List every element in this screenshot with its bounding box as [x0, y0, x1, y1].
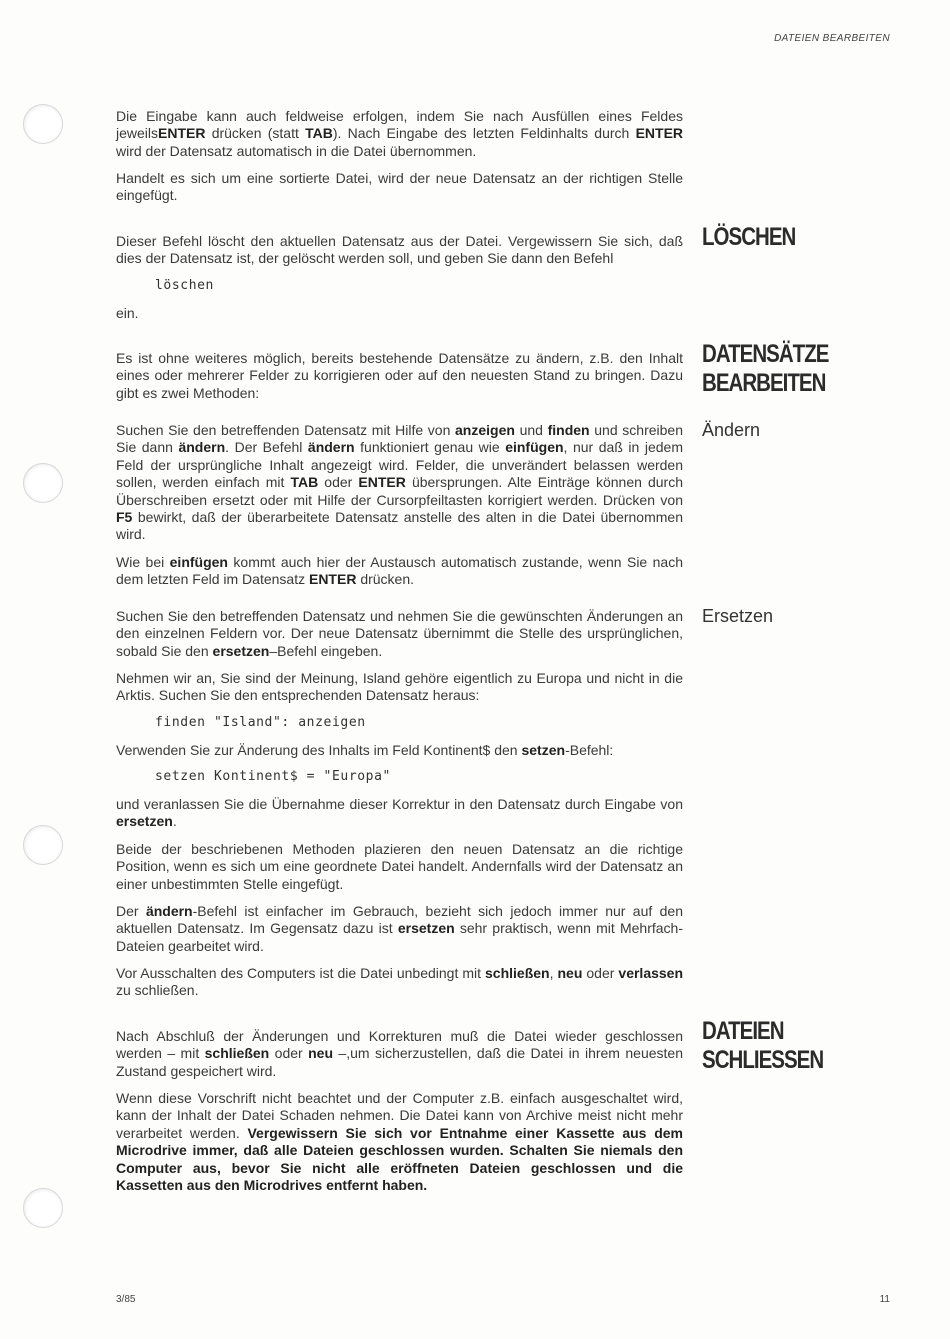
paragraph-uebernahme: und veranlassen Sie die Übernahme dieser Korrektur in den Datensatz durch Eingabe von ersetzen. [116, 796, 683, 830]
paragraph-aendern-auto: Wie bei einfügen kommt auch hier der Austausch automatisch zustande, wenn Sie nach dem letzten Feld im Datensatz ENTER drücken. [116, 554, 683, 588]
paragraph-edit-intro: Es ist ohne weiteres möglich, bereits bestehende Datensätze zu ändern, z.B. den Inhalt eines oder mehrerer Felder zu korrigieren oder auf den neuesten Stand zu bringen. Dazu gibt es zwei Methoden: [116, 350, 683, 401]
code-finden: finden "Island": anzeigen [155, 715, 366, 730]
paragraph-methods: Beide der beschriebenen Methoden plazieren den neuen Datensatz an die richtige Position, wenn es sich um eine geordnete Datei handelt. Andernfalls wird der Datensatz an einer unbestimmten Stelle eingefügt. [116, 841, 683, 892]
heading-dateien-schliessen: DATEIEN SCHLIESSEN [702, 1017, 824, 1074]
heading-loeschen: LÖSCHEN [702, 223, 796, 251]
punch-hole [23, 104, 63, 144]
paragraph-ein: ein. [116, 305, 139, 321]
paragraph-delete: Dieser Befehl löscht den aktuellen Datensatz aus der Datei. Vergewissern Sie sich, daß dies der Datensatz ist, der gelöscht werden soll, und geben Sie dann den Befehl [116, 233, 683, 267]
subheading-aendern: Ändern [702, 420, 761, 440]
paragraph-close-file: Nach Abschluß der Änderungen und Korrekturen muß die Datei wieder geschlossen werden – mit schließen oder neu –,um sicherzustellen, daß die Datei in ihrem neuesten Zustand gespeichert wird. [116, 1028, 683, 1079]
footer-date: 3/85 [116, 1294, 136, 1305]
paragraph-sorted-file: Handelt es sich um eine sortierte Datei, wird der neue Datensatz an der richtigen Stelle eingefügt. [116, 170, 683, 204]
page-number: 11 [879, 1294, 890, 1305]
punch-hole [23, 463, 63, 503]
punch-hole [23, 825, 63, 865]
paragraph-aendern-vs-ersetzen: Der ändern-Befehl ist einfacher im Gebrauch, bezieht sich jedoch immer nur auf den aktuellen Datensatz. Im Gegensatz dazu ist ersetzen sehr praktisch, wenn mit Mehrfach-Dateien gearbeitet wird. [116, 903, 683, 954]
heading-datensaetze-bearbeiten: DATENSÄTZE BEARBEITEN [702, 340, 829, 397]
paragraph-setzen: Verwenden Sie zur Änderung des Inhalts im Feld Kontinent$ den setzen-Befehl: [116, 742, 614, 758]
code-setzen: setzen Kontinent$ = "Europa" [155, 769, 391, 784]
paragraph-switch-off: Vor Ausschalten des Computers ist die Datei unbedingt mit schließen, neu oder verlassen zu schließen. [116, 965, 684, 999]
punch-hole [23, 1188, 63, 1228]
running-header: DATEIEN BEARBEITEN [774, 33, 890, 44]
paragraph-aendern: Suchen Sie den betreffenden Datensatz mit Hilfe von anzeigen und finden und schreiben Sie dann ändern. Der Befehl ändern funktioniert genau wie einfügen, nur daß in jedem Feld der ursprüngliche Inhalt angezeigt wird. Felder, die unverändert belassen werden sollen, werden einfach mit TAB oder ENTER übersprungen. Alte Einträge können durch Überschreiben ersetzt oder mit Hilfe der Cursorpfeiltasten korrigiert werden. Drücken von F5 bewirkt, daß der überarbeitete Datensatz anstelle des alten in die Datei übernommen wird. [116, 422, 683, 543]
code-loeschen: löschen [155, 278, 214, 293]
paragraph-island: Nehmen wir an, Sie sind der Meinung, Island gehöre eigentlich zu Europa und nicht in die Arktis. Suchen Sie den entsprechenden Datensatz heraus: [116, 670, 683, 704]
paragraph-field-entry: Die Eingabe kann auch feldweise erfolgen, indem Sie nach Ausfüllen eines Feldes jeweilsENTER drücken (statt TAB). Nach Eingabe des letzten Feldinhalts durch ENTER wird der Datensatz automatisch in die Datei übernommen. [116, 108, 684, 159]
paragraph-warning: Wenn diese Vorschrift nicht beachtet und der Computer z.B. einfach ausgeschaltet wird, kann der Inhalt der Datei Schaden nehmen. Die Datei kann von Archive meist nicht mehr verarbeitet werden. Vergewissern Sie sich vor Entnahme einer Kassette aus dem Microdrive immer, daß alle Dateien geschlossen wurden. Schalten Sie niemals den Computer aus, bevor Sie nicht alle eröffneten Dateien geschlossen und die Kassetten aus den Microdrives entfernt haben. [116, 1090, 684, 1194]
paragraph-ersetzen: Suchen Sie den betreffenden Datensatz und nehmen Sie die gewünschten Änderungen an den einzelnen Feldern vor. Der neue Datensatz übernimmt die Stelle des ursprünglichen, sobald Sie den ersetzen–Befehl eingeben. [116, 608, 683, 659]
subheading-ersetzen: Ersetzen [702, 606, 774, 626]
